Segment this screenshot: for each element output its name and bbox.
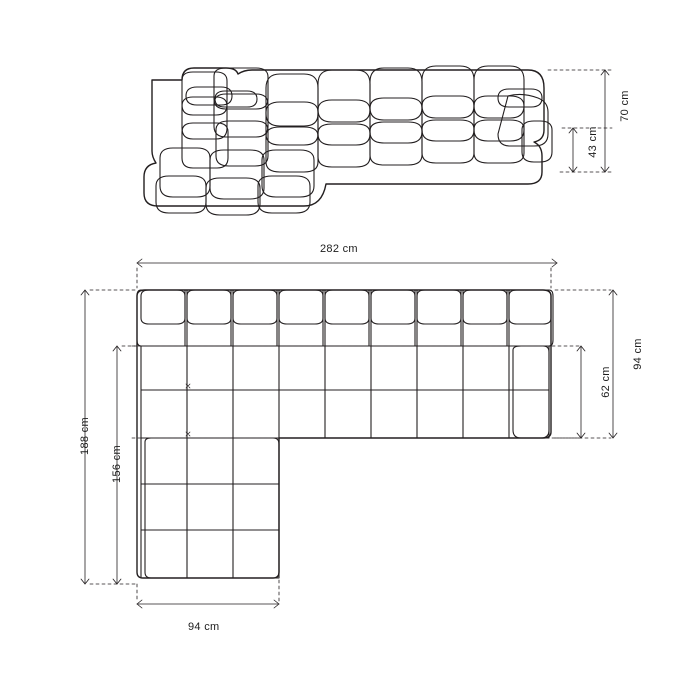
dim-label-module-depth: 94 cm	[632, 338, 644, 370]
plan-backrest-row	[137, 290, 553, 346]
perspective-chaise-modules	[156, 121, 318, 215]
dim-label-seat-depth: 62 cm	[600, 366, 612, 398]
dim-label-overall-depth: 188 cm	[79, 417, 91, 455]
dim-label-inner-depth: 156 cm	[111, 445, 123, 483]
perspective-dimensions	[548, 70, 612, 172]
perspective-seat-row-right	[318, 120, 552, 167]
plan-seat-rows	[141, 346, 549, 438]
plan-view	[137, 290, 553, 578]
dim-label-seat-height: 43 cm	[587, 126, 599, 158]
plan-dimensions	[81, 259, 617, 608]
perspective-backrest-row	[182, 66, 524, 126]
dim-label-chaise-width: 94 cm	[188, 621, 220, 633]
dim-label-overall-width: 282 cm	[320, 243, 358, 255]
plan-chaise	[141, 438, 279, 578]
dim-label-overall-height: 70 cm	[619, 90, 631, 122]
perspective-view	[144, 66, 552, 215]
